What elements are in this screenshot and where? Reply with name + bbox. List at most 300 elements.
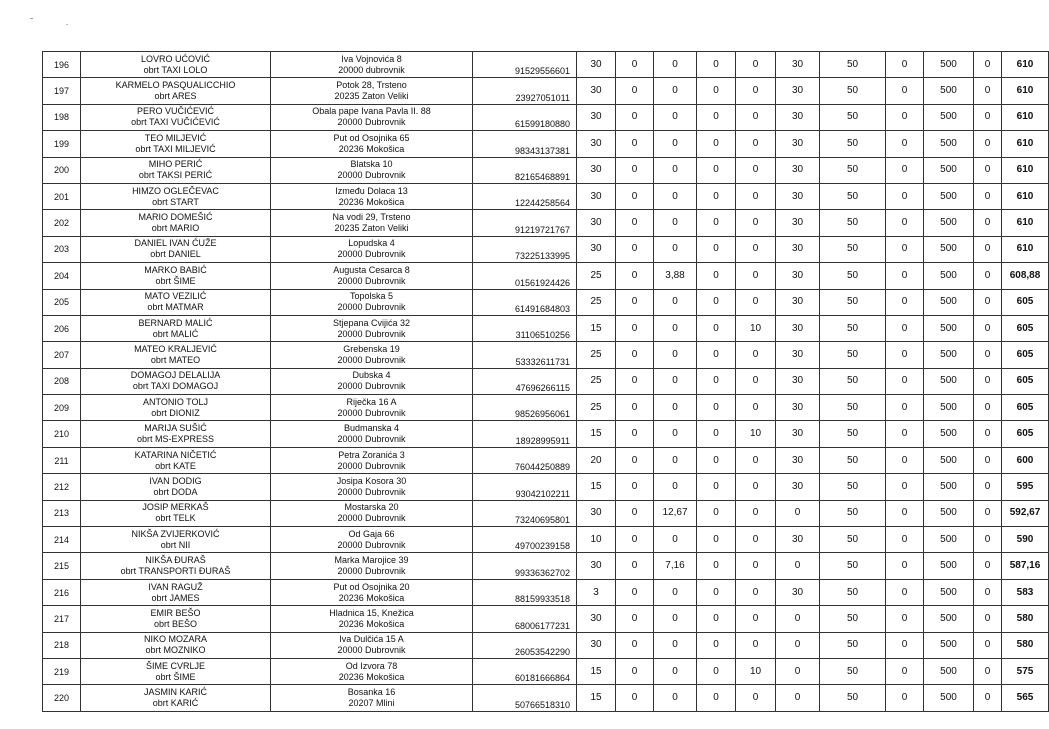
score-cell: 0 bbox=[886, 315, 924, 341]
score-cell: 0 bbox=[697, 527, 736, 553]
score-cell: 12,67 bbox=[654, 500, 697, 526]
address-cell bbox=[271, 342, 473, 368]
holder-name: MATO VEZILIĆ bbox=[144, 291, 207, 302]
score-cell: 0 bbox=[697, 474, 736, 500]
total-score: 605 bbox=[1002, 342, 1049, 368]
oib-number: 49700239158 bbox=[473, 527, 577, 553]
score-cell: 0 bbox=[776, 658, 820, 684]
business-name: obrt TAXI LOLO bbox=[143, 64, 208, 75]
table-row bbox=[43, 157, 1049, 183]
row-number: 209 bbox=[43, 395, 81, 421]
score-cell: 0 bbox=[974, 315, 1002, 341]
score-cell: 0 bbox=[886, 606, 924, 632]
table-row bbox=[43, 421, 1049, 447]
business-name: obrt ŠIME bbox=[155, 275, 196, 286]
row-number: 212 bbox=[43, 474, 81, 500]
score-cell: 50 bbox=[820, 52, 886, 78]
score-cell: 0 bbox=[654, 632, 697, 658]
holder-name: MARIJA SUŠIĆ bbox=[144, 423, 207, 434]
score-cell: 500 bbox=[924, 474, 974, 500]
score-cell: 0 bbox=[616, 579, 654, 605]
oib-number: 61599180880 bbox=[473, 104, 577, 130]
holder-name: PERO VUČIĆEVIĆ bbox=[136, 106, 214, 117]
business-name: obrt ARES bbox=[154, 91, 197, 102]
postal-city: 20000 Dubrovnik bbox=[337, 434, 406, 445]
street-address: Augusta Cesarca 8 bbox=[333, 264, 410, 275]
street-address: Stjepana Cvijića 32 bbox=[332, 317, 411, 328]
oib-number: 23927051011 bbox=[473, 78, 577, 104]
postal-city: 20000 Dubrovnik bbox=[337, 407, 406, 418]
score-cell: 0 bbox=[697, 658, 736, 684]
oib-number: 68006177231 bbox=[473, 606, 577, 632]
postal-city: 20000 Dubrovnik bbox=[337, 381, 406, 392]
holder-cell bbox=[81, 289, 271, 315]
score-cell: 0 bbox=[654, 395, 697, 421]
score-cell: 0 bbox=[974, 579, 1002, 605]
score-cell: 7,16 bbox=[654, 553, 697, 579]
score-cell: 30 bbox=[776, 474, 820, 500]
business-name: obrt TELK bbox=[155, 513, 196, 524]
score-cell: 0 bbox=[616, 658, 654, 684]
score-cell: 0 bbox=[974, 421, 1002, 447]
row-number: 218 bbox=[43, 632, 81, 658]
street-address: Bosanka 16 bbox=[347, 687, 396, 698]
score-cell: 0 bbox=[616, 553, 654, 579]
taxi-permit-score-table bbox=[42, 51, 1049, 712]
address-cell bbox=[271, 315, 473, 341]
row-number: 201 bbox=[43, 183, 81, 209]
score-cell: 500 bbox=[924, 52, 974, 78]
holder-cell bbox=[81, 606, 271, 632]
score-cell: 0 bbox=[616, 527, 654, 553]
holder-name: MATEO KRALJEVIĆ bbox=[134, 343, 217, 354]
score-cell: 500 bbox=[924, 78, 974, 104]
total-score: 605 bbox=[1002, 315, 1049, 341]
score-cell: 0 bbox=[736, 78, 776, 104]
postal-city: 20000 Dubrovnik bbox=[337, 513, 406, 524]
score-cell: 0 bbox=[697, 395, 736, 421]
holder-name: IVAN DODIG bbox=[149, 475, 202, 486]
score-cell: 0 bbox=[736, 263, 776, 289]
score-cell: 50 bbox=[820, 78, 886, 104]
score-cell: 0 bbox=[974, 104, 1002, 130]
score-cell: 25 bbox=[577, 263, 616, 289]
score-cell: 50 bbox=[820, 183, 886, 209]
score-cell: 0 bbox=[974, 606, 1002, 632]
table-row bbox=[43, 527, 1049, 553]
business-name: obrt MARIO bbox=[151, 223, 200, 234]
score-cell: 500 bbox=[924, 500, 974, 526]
score-cell: 0 bbox=[886, 632, 924, 658]
address-cell bbox=[271, 131, 473, 157]
postal-city: 20000 Dubrovnik bbox=[337, 539, 406, 550]
score-cell: 500 bbox=[924, 553, 974, 579]
score-cell: 0 bbox=[616, 104, 654, 130]
oib-number: 98343137381 bbox=[473, 131, 577, 157]
postal-city: 20236 Mokošica bbox=[338, 671, 405, 682]
postal-city: 20000 Dubrovnik bbox=[337, 486, 406, 497]
postal-city: 20235 Zaton Veliki bbox=[334, 223, 409, 234]
score-cell: 30 bbox=[577, 606, 616, 632]
score-cell: 0 bbox=[776, 632, 820, 658]
score-cell: 0 bbox=[697, 579, 736, 605]
score-cell: 0 bbox=[654, 685, 697, 711]
score-cell: 50 bbox=[820, 342, 886, 368]
holder-name: MARIO DOMEŠIĆ bbox=[138, 212, 213, 223]
row-number: 210 bbox=[43, 421, 81, 447]
holder-name: NIKŠA ZVIJERKOVIĆ bbox=[131, 528, 220, 539]
address-cell bbox=[271, 183, 473, 209]
score-cell: 15 bbox=[577, 658, 616, 684]
score-cell: 30 bbox=[776, 447, 820, 473]
row-number: 198 bbox=[43, 104, 81, 130]
score-cell: 500 bbox=[924, 131, 974, 157]
street-address: Put od Osojnika 65 bbox=[333, 132, 410, 143]
oib-number: 76044250889 bbox=[473, 447, 577, 473]
address-cell bbox=[271, 368, 473, 394]
holder-cell bbox=[81, 553, 271, 579]
table-row bbox=[43, 78, 1049, 104]
table-row bbox=[43, 131, 1049, 157]
score-cell: 0 bbox=[736, 289, 776, 315]
business-name: obrt BEŠO bbox=[153, 618, 198, 629]
oib-number: 18928995911 bbox=[473, 421, 577, 447]
score-cell: 0 bbox=[697, 606, 736, 632]
postal-city: 20236 Mokošica bbox=[338, 196, 405, 207]
postal-city: 20000 Dubrovnik bbox=[337, 249, 406, 260]
table-row bbox=[43, 236, 1049, 262]
score-cell: 0 bbox=[736, 553, 776, 579]
oib-number: 91219721767 bbox=[473, 210, 577, 236]
oib-number: 31106510256 bbox=[473, 315, 577, 341]
business-name: obrt KARIĆ bbox=[152, 698, 199, 709]
score-cell: 30 bbox=[776, 52, 820, 78]
score-cell: 50 bbox=[820, 553, 886, 579]
holder-name: JOSIP MERKAŠ bbox=[142, 502, 209, 513]
score-cell: 0 bbox=[654, 527, 697, 553]
score-cell: 0 bbox=[736, 500, 776, 526]
score-cell: 0 bbox=[654, 606, 697, 632]
street-address: Dubska 4 bbox=[352, 370, 391, 381]
holder-name: JASMIN KARIĆ bbox=[143, 687, 207, 698]
score-cell: 0 bbox=[736, 368, 776, 394]
score-cell: 0 bbox=[974, 236, 1002, 262]
business-name: obrt TRANSPORTI ĐURAŠ bbox=[120, 566, 231, 577]
street-address: Hladnica 15, Knežica bbox=[329, 607, 414, 618]
holder-name: IVAN RAGUŽ bbox=[148, 581, 203, 592]
score-cell: 30 bbox=[776, 131, 820, 157]
score-cell: 0 bbox=[616, 632, 654, 658]
table-row bbox=[43, 553, 1049, 579]
score-cell: 0 bbox=[886, 104, 924, 130]
score-cell: 0 bbox=[886, 527, 924, 553]
address-cell bbox=[271, 210, 473, 236]
score-cell: 0 bbox=[654, 131, 697, 157]
address-cell bbox=[271, 658, 473, 684]
score-cell: 50 bbox=[820, 289, 886, 315]
score-cell: 500 bbox=[924, 342, 974, 368]
score-cell: 30 bbox=[776, 421, 820, 447]
score-cell: 0 bbox=[886, 474, 924, 500]
score-cell: 0 bbox=[886, 210, 924, 236]
address-cell bbox=[271, 395, 473, 421]
oib-number: 50766518310 bbox=[473, 685, 577, 711]
oib-number: 01561924426 bbox=[473, 263, 577, 289]
business-name: obrt TAXI VUČIĆEVIĆ bbox=[131, 117, 220, 128]
score-cell: 50 bbox=[820, 527, 886, 553]
score-cell: 500 bbox=[924, 395, 974, 421]
holder-name: DANIEL IVAN ĆUŽE bbox=[134, 238, 217, 249]
holder-name: BERNARD MALIĆ bbox=[138, 317, 213, 328]
score-cell: 0 bbox=[616, 289, 654, 315]
score-cell: 0 bbox=[697, 421, 736, 447]
score-cell: 30 bbox=[577, 183, 616, 209]
oib-number: 73225133995 bbox=[473, 236, 577, 262]
holder-cell bbox=[81, 315, 271, 341]
score-cell: 0 bbox=[697, 685, 736, 711]
score-cell: 50 bbox=[820, 606, 886, 632]
score-cell: 0 bbox=[697, 632, 736, 658]
row-number: 197 bbox=[43, 78, 81, 104]
score-cell: 0 bbox=[697, 183, 736, 209]
score-cell: 500 bbox=[924, 685, 974, 711]
total-score: 605 bbox=[1002, 289, 1049, 315]
score-cell: 0 bbox=[654, 236, 697, 262]
score-cell: 50 bbox=[820, 157, 886, 183]
score-cell: 0 bbox=[886, 131, 924, 157]
total-score: 592,67 bbox=[1002, 500, 1049, 526]
score-cell: 0 bbox=[886, 78, 924, 104]
holder-cell bbox=[81, 183, 271, 209]
score-cell: 500 bbox=[924, 447, 974, 473]
score-cell: 0 bbox=[616, 236, 654, 262]
score-cell: 500 bbox=[924, 421, 974, 447]
address-cell bbox=[271, 289, 473, 315]
table-body bbox=[43, 52, 1049, 712]
score-cell: 50 bbox=[820, 263, 886, 289]
score-cell: 0 bbox=[886, 553, 924, 579]
score-cell: 0 bbox=[616, 685, 654, 711]
score-cell: 0 bbox=[616, 500, 654, 526]
address-cell bbox=[271, 474, 473, 500]
table-row bbox=[43, 342, 1049, 368]
table-row bbox=[43, 395, 1049, 421]
score-cell: 50 bbox=[820, 474, 886, 500]
business-name: obrt JAMES bbox=[151, 592, 200, 603]
score-cell: 0 bbox=[654, 157, 697, 183]
score-cell: 30 bbox=[577, 104, 616, 130]
score-cell: 0 bbox=[697, 368, 736, 394]
row-number: 216 bbox=[43, 579, 81, 605]
score-cell: 0 bbox=[886, 368, 924, 394]
address-cell bbox=[271, 236, 473, 262]
score-cell: 50 bbox=[820, 104, 886, 130]
score-cell: 0 bbox=[776, 553, 820, 579]
address-cell bbox=[271, 104, 473, 130]
score-cell: 30 bbox=[577, 131, 616, 157]
score-cell: 0 bbox=[776, 685, 820, 711]
total-score: 610 bbox=[1002, 236, 1049, 262]
score-cell: 30 bbox=[776, 236, 820, 262]
score-cell: 0 bbox=[974, 289, 1002, 315]
score-cell: 10 bbox=[736, 658, 776, 684]
score-cell: 20 bbox=[577, 447, 616, 473]
holder-name: TEO MILJEVIĆ bbox=[144, 132, 207, 143]
street-address: Petra Zoranića 3 bbox=[338, 449, 405, 460]
postal-city: 20000 Dubrovnik bbox=[337, 354, 406, 365]
row-number: 206 bbox=[43, 315, 81, 341]
score-cell: 500 bbox=[924, 658, 974, 684]
score-cell: 0 bbox=[974, 342, 1002, 368]
score-cell: 0 bbox=[697, 289, 736, 315]
business-name: obrt NII bbox=[160, 539, 191, 550]
score-cell: 0 bbox=[697, 315, 736, 341]
row-number: 217 bbox=[43, 606, 81, 632]
score-cell: 0 bbox=[886, 395, 924, 421]
score-cell: 0 bbox=[736, 632, 776, 658]
score-cell: 0 bbox=[736, 104, 776, 130]
score-cell: 30 bbox=[776, 104, 820, 130]
total-score: 610 bbox=[1002, 78, 1049, 104]
score-cell: 0 bbox=[736, 474, 776, 500]
score-cell: 50 bbox=[820, 210, 886, 236]
street-address: Iva Dulčića 15 A bbox=[339, 634, 404, 645]
score-cell: 0 bbox=[697, 52, 736, 78]
street-address: Blatska 10 bbox=[350, 159, 393, 170]
address-cell bbox=[271, 157, 473, 183]
holder-cell bbox=[81, 421, 271, 447]
postal-city: 20000 Dubrovnik bbox=[337, 117, 406, 128]
postal-city: 20000 Dubrovnik bbox=[337, 645, 406, 656]
score-cell: 0 bbox=[736, 395, 776, 421]
postal-city: 20236 Mokošica bbox=[338, 618, 405, 629]
score-cell: 0 bbox=[616, 395, 654, 421]
total-score: 575 bbox=[1002, 658, 1049, 684]
score-cell: 50 bbox=[820, 500, 886, 526]
score-cell: 0 bbox=[974, 658, 1002, 684]
score-cell: 0 bbox=[886, 263, 924, 289]
address-cell bbox=[271, 632, 473, 658]
score-cell: 0 bbox=[974, 263, 1002, 289]
score-cell: 500 bbox=[924, 157, 974, 183]
street-address: Između Dolaca 13 bbox=[335, 185, 408, 196]
score-cell: 0 bbox=[697, 447, 736, 473]
score-cell: 0 bbox=[886, 157, 924, 183]
address-cell bbox=[271, 500, 473, 526]
total-score: 565 bbox=[1002, 685, 1049, 711]
postal-city: 20000 Dubrovnik bbox=[337, 170, 406, 181]
score-cell: 0 bbox=[974, 52, 1002, 78]
score-cell: 50 bbox=[820, 236, 886, 262]
table-row bbox=[43, 210, 1049, 236]
score-cell: 30 bbox=[776, 210, 820, 236]
table-row bbox=[43, 289, 1049, 315]
table-row bbox=[43, 579, 1049, 605]
holder-name: HIMZO OGLEČEVAC bbox=[132, 185, 219, 196]
score-cell: 0 bbox=[886, 236, 924, 262]
holder-cell bbox=[81, 632, 271, 658]
holder-name: KARMELO PASQUALICCHIO bbox=[115, 80, 236, 91]
score-cell: 0 bbox=[974, 500, 1002, 526]
score-cell: 10 bbox=[577, 527, 616, 553]
postal-city: 20236 Mokošica bbox=[338, 592, 405, 603]
score-cell: 25 bbox=[577, 289, 616, 315]
business-name: obrt MATEO bbox=[150, 354, 201, 365]
score-cell: 30 bbox=[776, 157, 820, 183]
score-cell: 0 bbox=[886, 579, 924, 605]
score-cell: 0 bbox=[697, 500, 736, 526]
score-cell: 15 bbox=[577, 315, 616, 341]
street-address: Obala pape Ivana Pavla II. 88 bbox=[312, 106, 431, 117]
oib-number: 82165468891 bbox=[473, 157, 577, 183]
street-address: Mostarska 20 bbox=[344, 502, 399, 513]
score-cell: 0 bbox=[654, 52, 697, 78]
score-cell: 3,88 bbox=[654, 263, 697, 289]
total-score: 610 bbox=[1002, 104, 1049, 130]
business-name: obrt MS-EXPRESS bbox=[136, 434, 215, 445]
postal-city: 20000 Dubrovnik bbox=[337, 328, 406, 339]
street-address: Budmanska 4 bbox=[343, 423, 400, 434]
score-cell: 500 bbox=[924, 183, 974, 209]
business-name: obrt DODA bbox=[153, 486, 198, 497]
oib-number: 26053542290 bbox=[473, 632, 577, 658]
score-cell: 0 bbox=[654, 78, 697, 104]
score-cell: 30 bbox=[776, 183, 820, 209]
oib-number: 61491684803 bbox=[473, 289, 577, 315]
score-cell: 50 bbox=[820, 131, 886, 157]
row-number: 203 bbox=[43, 236, 81, 262]
total-score: 605 bbox=[1002, 421, 1049, 447]
business-name: obrt DANIEL bbox=[150, 249, 201, 260]
score-cell: 0 bbox=[697, 342, 736, 368]
score-cell: 30 bbox=[577, 553, 616, 579]
score-cell: 0 bbox=[886, 447, 924, 473]
table-row bbox=[43, 52, 1049, 78]
score-cell: 0 bbox=[616, 78, 654, 104]
score-cell: 0 bbox=[974, 183, 1002, 209]
street-address: Grebenska 19 bbox=[343, 343, 400, 354]
score-cell: 30 bbox=[577, 52, 616, 78]
score-cell: 50 bbox=[820, 421, 886, 447]
score-cell: 0 bbox=[616, 447, 654, 473]
score-cell: 0 bbox=[616, 210, 654, 236]
total-score: 600 bbox=[1002, 447, 1049, 473]
holder-cell bbox=[81, 527, 271, 553]
oib-number: 47696266115 bbox=[473, 368, 577, 394]
oib-number: 53332611731 bbox=[473, 342, 577, 368]
street-address: Potok 28, Trsteno bbox=[336, 80, 407, 91]
score-cell: 500 bbox=[924, 236, 974, 262]
row-number: 202 bbox=[43, 210, 81, 236]
holder-name: ŠIME CVRLJE bbox=[145, 660, 205, 671]
street-address: Lopudska 4 bbox=[348, 238, 395, 249]
total-score: 610 bbox=[1002, 157, 1049, 183]
business-name: obrt MOZNIKO bbox=[145, 645, 206, 656]
score-cell: 50 bbox=[820, 315, 886, 341]
score-cell: 0 bbox=[616, 157, 654, 183]
score-cell: 0 bbox=[616, 342, 654, 368]
score-cell: 15 bbox=[577, 685, 616, 711]
holder-cell bbox=[81, 78, 271, 104]
score-cell: 0 bbox=[654, 342, 697, 368]
score-cell: 0 bbox=[974, 527, 1002, 553]
score-cell: 0 bbox=[616, 368, 654, 394]
street-address: Josipa Kosora 30 bbox=[336, 475, 407, 486]
holder-cell bbox=[81, 447, 271, 473]
row-number: 208 bbox=[43, 368, 81, 394]
score-cell: 30 bbox=[776, 342, 820, 368]
business-name: obrt TAXI DOMAGOJ bbox=[132, 381, 219, 392]
